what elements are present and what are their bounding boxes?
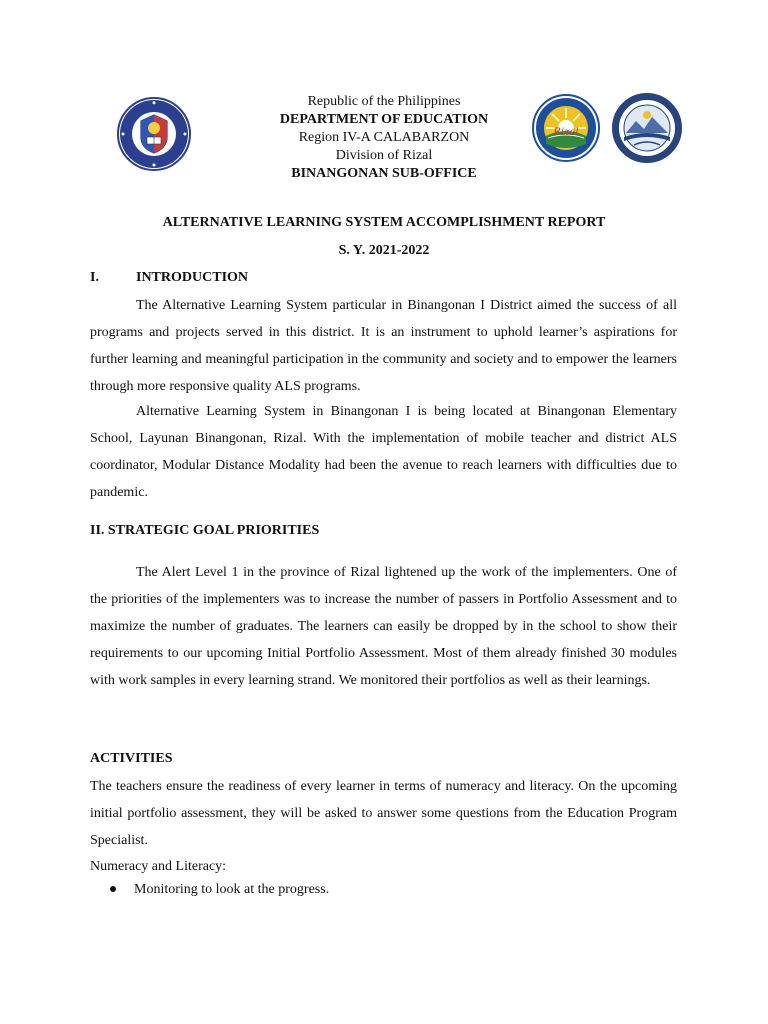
binangonan-seal-icon [612, 93, 682, 163]
school-year: S. Y. 2021-2022 [338, 243, 430, 258]
report-title: ALTERNATIVE LEARNING SYSTEM ACCOMPLISHMENT REPORT [162, 215, 606, 230]
section-heading-introduction: INTRODUCTION [136, 270, 249, 285]
bullet-icon [110, 886, 116, 892]
svg-text:Rizal: Rizal [553, 127, 579, 138]
numeracy-literacy-label: Numeracy and Literacy: [90, 859, 227, 874]
introduction-paragraph-1: The Alternative Learning System particular in Binangonan I District aimed the success of all programs and projects served in this district. It is an instrument to uphold learner’s aspirations for further learning and meaningful participation in the community and society and to empower the learners through more responsive quality ALS programs. [90, 298, 677, 394]
letterhead [0, 93, 768, 188]
section-number-introduction: I. [90, 270, 99, 285]
header-region: Region IV-A CALABARZON [298, 130, 470, 145]
list-item [110, 882, 329, 898]
section-heading-activities: ACTIVITIES [90, 751, 173, 766]
header-department: DEPARTMENT OF EDUCATION [279, 112, 489, 127]
bullet-text: Monitoring to look at the progress. [134, 882, 330, 897]
introduction-paragraph-2: Alternative Learning System in Binangonan I is being located at Binangonan Elementary School, Layunan Binangonan, Rizal. With the implementation of mobile teacher and district ALS coordinator, Modular Distance Modality had been the avenue to reach learners with difficulties due to pandemic. [90, 404, 677, 500]
rizal-seal-icon [532, 94, 600, 162]
letterhead-text [234, 93, 534, 183]
deped-seal-icon [117, 97, 191, 171]
section-heading-strategic: II. STRATEGIC GOAL PRIORITIES [90, 523, 320, 538]
header-sub-office: BINANGONAN SUB-OFFICE [291, 166, 477, 181]
activities-paragraph-1: The teachers ensure the readiness of every learner in terms of numeracy and literacy. On the upcoming initial portfolio assessment, they will be asked to answer some questions from the Education Program Specialist. [90, 779, 677, 848]
header-division: Division of Rizal [335, 148, 433, 163]
header-republic: Republic of the Philippines [307, 94, 461, 109]
strategic-paragraph-1: The Alert Level 1 in the province of Rizal lightened up the work of the implementers. One of the priorities of the implementers was to increase the number of passers in Portfolio Assessment and to maximize the number of graduates. The learners can easily be dropped by in the school to show their requirements to our upcoming Initial Portfolio Assessment. Most of them already finished 30 modules with work samples in every learning strand. We monitored their portfolios as well as their learnings. [90, 565, 677, 688]
